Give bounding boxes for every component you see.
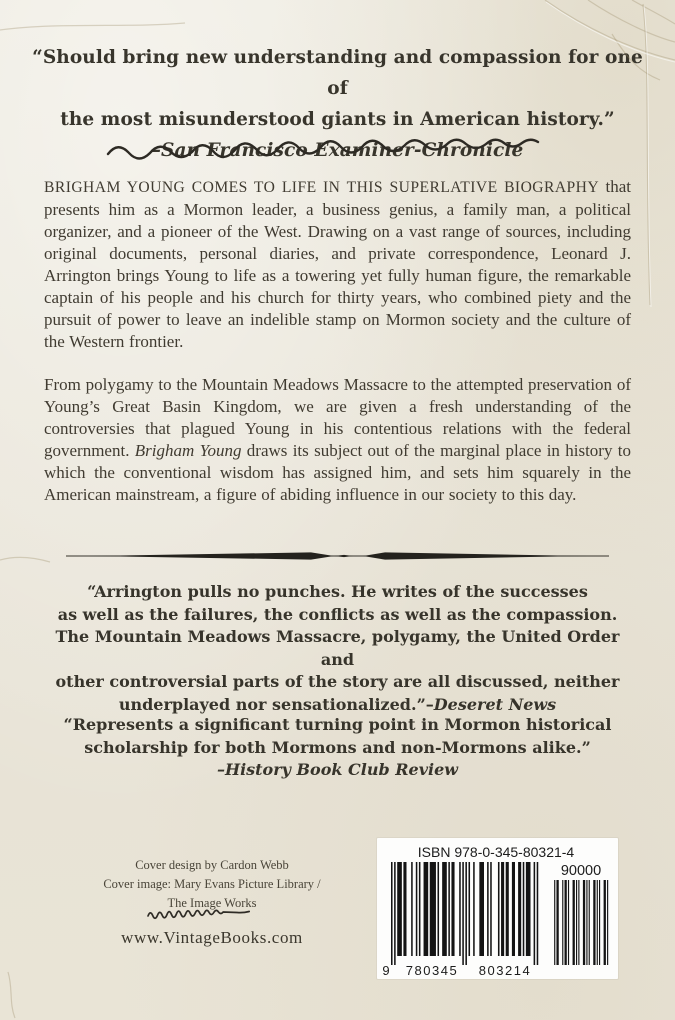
swelled-rule-divider — [63, 549, 612, 567]
credits-block — [62, 856, 362, 913]
top-quote-line: the most misunderstood giants in American history.” — [60, 109, 615, 130]
publisher-website: www.VintageBooks.com — [121, 928, 303, 947]
barcode-digits-group2: 803214 — [478, 963, 532, 978]
barcode-digit-lead: 9 — [382, 963, 390, 978]
review1-attribution: Deseret News — [433, 694, 557, 714]
barcode-svg — [377, 838, 618, 979]
review2-line: scholarship for both Mormons and non-Mormons alike.” — [84, 737, 591, 757]
review1-last-line-text: underplayed nor sensationalized.”– — [118, 694, 434, 714]
paragraph2-part1: From polygamy to the Mountain Meadows Massacre to the attempted preservation of Young’s Great Basin Kingdom, we are given a fresh understanding of the controversies that plagued Young in his contentious relations with the federal government. — [44, 375, 631, 460]
description-paragraph-1 — [44, 176, 631, 353]
credit-image-source: Cover image: Mary Evans Picture Library / — [103, 877, 321, 891]
credit-design: Cover design by Cardon Webb — [135, 858, 289, 872]
review1-last-line — [40, 694, 635, 717]
review2-line: “Represents a significant turning point in Mormon historical — [63, 715, 612, 734]
small-wavy-rule — [146, 908, 274, 927]
barcode-isbn-label: ISBN 978-0-345-80321-4 — [417, 844, 575, 860]
credit-image-source-2: The Image Works — [167, 896, 257, 910]
review1-line: “Arrington pulls no punches. He writes of the successes — [87, 582, 588, 601]
review1-line: other controversial parts of the story are all discussed, neither — [55, 672, 620, 691]
top-quote-line: “Should bring new understanding and compassion for one of — [32, 47, 643, 99]
review1-line: The Mountain Meadows Massacre, polygamy, the United Order and — [55, 627, 620, 669]
wavy-rule-divider — [102, 138, 572, 173]
review2-attribution: –History Book Club Review — [216, 760, 459, 779]
paragraph1-lead: BRIGHAM YOUNG COMES TO LIFE IN THIS SUPERLATIVE BIOGRAPHY — [44, 179, 600, 196]
barcode-addon-label: 90000 — [560, 863, 602, 879]
barcode-digits-group1: 780345 — [405, 963, 459, 978]
top-quote-attribution: –San Francisco Examiner-Chronicle — [151, 140, 524, 161]
description-paragraph-2 — [44, 374, 631, 506]
paragraph2-part2: draws its subject out of the marginal place in history to which the conventional wisdom has assigned him, and sets him squarely in the American mainstream, a figure of abiding influence in our society to this day. — [44, 441, 632, 504]
review1-line: as well as the failures, the conflicts as well as the compassion. — [57, 604, 618, 624]
paragraph1-rest: that presents him as a Mormon leader, a business genius, a family man, a political organizer, and a pioneer of the West. Drawing on a vast range of sources, including original documents, personal diaries, and private correspondence, Leonard J. Arrington brings Young to life as a towering yet fully human figure, the remarkable captain of his people and his church for thirty years, who combined piety and the pursuit of power to leave an indelible stamp on Mormon society and the culture of the Western frontier. — [44, 177, 631, 351]
book-title: Brigham Young — [134, 441, 242, 460]
review-deseret-news — [40, 581, 635, 716]
barcode-bars-main — [391, 862, 538, 965]
barcode — [377, 838, 618, 979]
review-history-book-club — [40, 714, 635, 782]
barcode-bars-addon — [554, 880, 608, 965]
